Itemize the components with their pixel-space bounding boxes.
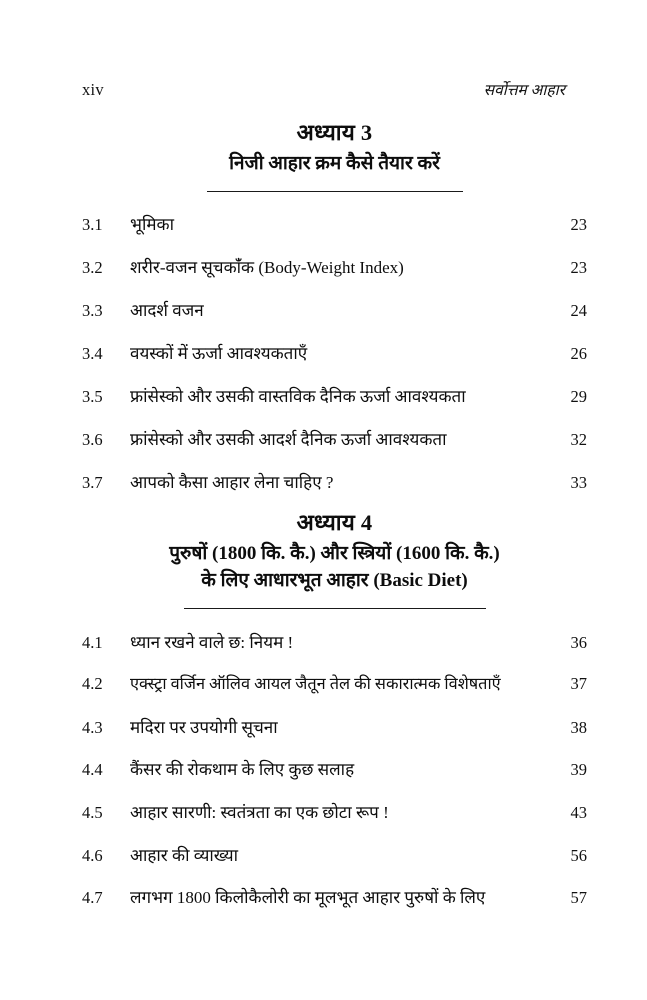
toc-entry-page: 26 <box>570 343 587 363</box>
toc-entry-number: 4.2 <box>82 674 103 694</box>
toc-entry-number: 3.1 <box>82 214 103 234</box>
toc-entry[interactable] <box>82 386 587 429</box>
toc-entry-label: भूमिका <box>130 214 174 234</box>
toc-entry-page: 23 <box>570 257 587 277</box>
toc-entry[interactable] <box>82 214 587 257</box>
chapter-4-divider <box>184 608 486 609</box>
toc-entry-page: 33 <box>570 472 587 492</box>
toc-entry-number: 3.6 <box>82 429 103 449</box>
toc-entry-label: आहार सारणी: स्वतंत्रता का एक छोटा रूप ! <box>130 803 389 822</box>
toc-entry-number: 3.2 <box>82 257 103 277</box>
chapter-4-toc-list <box>82 632 587 930</box>
toc-entry-page: 24 <box>570 300 587 320</box>
toc-entry[interactable] <box>82 632 587 675</box>
toc-entry-page: 57 <box>570 888 587 908</box>
toc-entry-number: 4.1 <box>82 632 103 652</box>
toc-entry-page: 32 <box>570 429 587 449</box>
toc-entry-number: 3.4 <box>82 343 103 363</box>
toc-entry-number: 4.4 <box>82 760 103 780</box>
toc-entry[interactable] <box>82 429 587 472</box>
running-head <box>82 78 565 102</box>
toc-entry-number: 4.5 <box>82 803 103 822</box>
toc-entry[interactable] <box>82 845 587 888</box>
toc-entry-page: 23 <box>570 214 587 234</box>
toc-entry-label: वयस्कों में ऊर्जा आवश्यकताएँ <box>130 343 308 363</box>
toc-entry[interactable] <box>82 759 587 802</box>
toc-entry-label: कैंसर की रोकथाम के लिए कुछ सलाह <box>130 760 355 780</box>
chapter-3-heading <box>82 118 587 192</box>
toc-entry-page: 39 <box>570 760 587 780</box>
toc-entry-label: एक्स्ट्रा वर्जिन ऑलिव आयल जैतून तेल की सकारात्मक विशेषताएँ <box>130 674 501 694</box>
toc-entry-label: मदिरा पर उपयोगी सूचना <box>130 717 278 737</box>
page-folio: xiv <box>82 80 104 99</box>
toc-entry-number: 3.5 <box>82 386 103 406</box>
chapter-4-title-line-1: पुरुषों (1800 कि. कै.) और स्त्रियों (1600 कि. कै.) <box>169 542 500 564</box>
toc-entry[interactable] <box>82 674 587 717</box>
toc-entry-page: 56 <box>570 845 587 865</box>
chapter-3-title: निजी आहार क्रम कैसे तैयार करें <box>229 152 440 174</box>
toc-entry[interactable] <box>82 887 587 930</box>
chapter-4-number: अध्याय 4 <box>296 510 373 535</box>
chapter-3-divider <box>207 191 463 192</box>
toc-entry-number: 4.7 <box>82 888 103 908</box>
toc-entry-number: 4.3 <box>82 717 103 737</box>
toc-entry-label: शरीर-वजन सूचकांँक (Body-Weight Index) <box>130 257 404 277</box>
chapter-4-title-line-2: के लिए आधारभूत आहार (Basic Diet) <box>201 569 468 591</box>
toc-entry-label: आदर्श वजन <box>130 300 204 320</box>
toc-entry-number: 3.3 <box>82 300 103 320</box>
toc-entry[interactable] <box>82 257 587 300</box>
toc-entry-page: 29 <box>570 386 587 406</box>
toc-entry-label: फ्रांसेस्को और उसकी आदर्श दैनिक ऊर्जा आवश्यकता <box>130 429 447 449</box>
book-title-header: सर्वोत्तम आहार <box>483 82 565 99</box>
toc-entry-label: आहार की व्याख्या <box>130 845 239 865</box>
toc-entry[interactable] <box>82 802 587 845</box>
toc-entry[interactable] <box>82 717 587 760</box>
toc-entry-number: 4.6 <box>82 845 103 865</box>
toc-entry-page: 37 <box>570 674 587 694</box>
chapter-3-section <box>82 118 587 515</box>
toc-entry-page: 36 <box>570 632 587 652</box>
toc-entry-page: 38 <box>570 717 587 737</box>
toc-entry-page: 43 <box>570 803 587 822</box>
toc-entry[interactable] <box>82 343 587 386</box>
chapter-3-toc-list <box>82 214 587 515</box>
chapter-4-section <box>82 508 587 930</box>
chapter-3-number: अध्याय 3 <box>296 120 373 145</box>
toc-entry-label: ध्यान रखने वाले छ: नियम ! <box>130 632 294 652</box>
chapter-4-heading <box>82 508 587 609</box>
toc-entry-label: आपको कैसा आहार लेना चाहिए ? <box>130 472 334 492</box>
toc-entry-label: फ्रांसेस्को और उसकी वास्तविक दैनिक ऊर्जा आवश्यकता <box>130 386 466 406</box>
toc-entry-label: लगभग 1800 किलोकैलोरी का मूलभूत आहार पुरुषों के लिए <box>130 888 486 908</box>
toc-entry[interactable] <box>82 300 587 343</box>
toc-entry-number: 3.7 <box>82 472 103 492</box>
